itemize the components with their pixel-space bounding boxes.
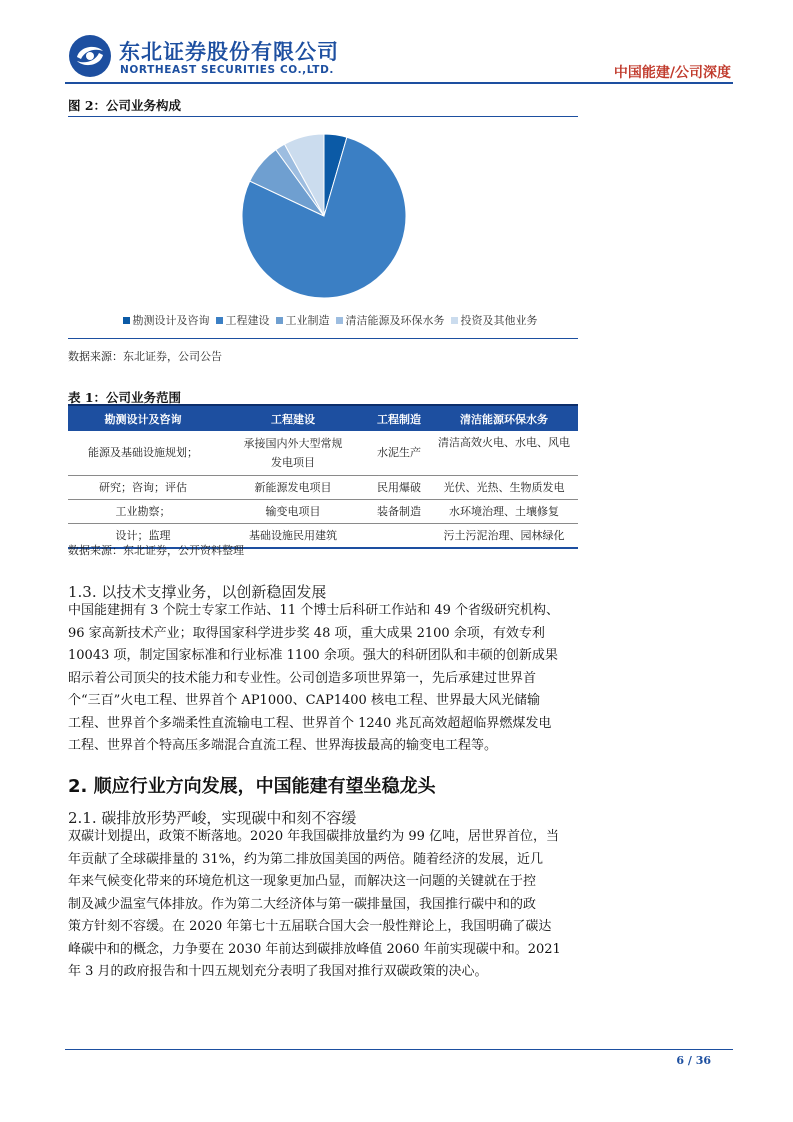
table-source: 数据来源：东北证券，公开资料整理 <box>68 544 244 557</box>
section-2-1-paragraph <box>68 826 574 984</box>
paragraph-line: 年 3 月的政府报告和十四五规划充分表明了我国对推行双碳政策的决心。 <box>68 964 488 979</box>
paragraph-line: 制及减少温室气体排放。作为第二大经济体与第一碳排量国，我国推行碳中和的政 <box>68 896 537 912</box>
section-2-heading: 2. 顺应行业方向发展，中国能建有望坐稳龙头 <box>68 776 436 797</box>
legend-item <box>276 312 330 328</box>
legend-item <box>216 312 270 328</box>
company-name-en: NORTHEAST SECURITIES CO.,LTD. <box>120 64 334 76</box>
company-logo-icon <box>68 34 112 78</box>
table-cell: 水泥生产 <box>368 431 430 475</box>
section-1-3-heading: 1.3. 以技术支撑业务，以创新稳固发展 <box>68 583 327 601</box>
legend-swatch-icon <box>336 317 343 324</box>
legend-label: 工业制造 <box>285 314 330 327</box>
table-title: 表 1：公司业务范围 <box>68 390 182 405</box>
figure-top-rule <box>68 116 578 117</box>
table-cell <box>368 523 430 548</box>
table-cell: 基础设施民用建筑 <box>218 523 368 548</box>
paragraph-line: 个“三百”火电工程、世界首个 AP1000、CAP1400 核电工程、世界最大风光储输 <box>68 693 540 708</box>
company-name-cn: 东北证券股份有限公司 <box>119 40 339 64</box>
table-cell: 承接国内外大型常规发电项目 <box>218 431 368 475</box>
table-header-cell: 清洁能源环保水务 <box>430 405 578 431</box>
table-cell: 清洁高效火电、水电、风电 <box>430 431 578 475</box>
table-row <box>68 431 578 475</box>
figure-title: 图 2：公司业务构成 <box>68 98 182 113</box>
paragraph-line: 10043 项，制定国家标准和行业标准 1100 余项。强大的科研团队和丰硕的创新成果 <box>68 648 558 663</box>
legend-swatch-icon <box>216 317 223 324</box>
page-header <box>65 30 733 82</box>
table-header-row <box>68 405 578 431</box>
legend-swatch-icon <box>451 317 458 324</box>
table-header-cell: 勘测设计及咨询 <box>68 405 218 431</box>
paragraph-line: 双碳计划提出，政策不断落地。2020 年我国碳排放量约为 99 亿吨，居世界首位，当 <box>68 829 560 844</box>
section-1-3-paragraph <box>68 600 574 758</box>
paragraph-line: 年来气候变化带来的环境危机这一现象更加凸显，而解决这一问题的关键就在于控 <box>68 874 537 889</box>
table-cell: 新能源发电项目 <box>218 475 368 499</box>
table-cell: 输变电项目 <box>218 499 368 523</box>
business-scope-table <box>68 404 578 549</box>
paragraph-line: 工程、世界首个多端柔性直流输电工程、世界首个 1240 兆瓦高效超超临界燃煤发电 <box>68 715 552 731</box>
table-cell: 光伏、光热、生物质发电 <box>430 475 578 499</box>
legend-swatch-icon <box>276 317 283 324</box>
figure-source: 数据来源：东北证券，公司公告 <box>68 350 222 363</box>
footer-divider <box>65 1049 733 1050</box>
table-header-cell: 工程建设 <box>218 405 368 431</box>
paragraph-line: 工程、世界首个特高压多端混合直流工程、世界海拔最高的输变电工程等。 <box>68 738 498 753</box>
legend-label: 清洁能源及环保水务 <box>345 314 445 327</box>
table-cell: 污土污泥治理、园林绿化 <box>430 523 578 548</box>
legend-label: 投资及其他业务 <box>460 314 538 327</box>
page-number: 6 / 36 <box>676 1054 711 1067</box>
table-cell: 研究；咨询；评估 <box>68 475 218 499</box>
table-row <box>68 499 578 523</box>
paragraph-line: 昭示着公司顶尖的技术能力和专业性。公司创造多项世界第一，先后承建过世界首 <box>68 670 537 686</box>
legend-item <box>451 312 538 328</box>
legend-label: 工程建设 <box>225 314 270 327</box>
business-composition-pie-chart <box>240 132 408 300</box>
figure-bottom-rule <box>68 338 578 339</box>
table-header-cell: 工程制造 <box>368 405 430 431</box>
legend-item <box>123 312 210 328</box>
table-cell: 民用爆破 <box>368 475 430 499</box>
paragraph-line: 中国能建拥有 3 个院士专家工作站、11 个博士后科研工作站和 49 个省级研究机构、 <box>68 603 560 618</box>
paragraph-line: 峰碳中和的概念，力争要在 2030 年前达到碳排放峰值 2060 年前实现碳中和。2021 <box>68 941 561 957</box>
pie-legend <box>100 312 560 328</box>
table-cell: 工业勘察； <box>68 499 218 523</box>
paragraph-line: 96 家高新技术产业；取得国家科学进步奖 48 项，重大成果 2100 余项，有效专利 <box>68 625 545 641</box>
table-cell: 装备制造 <box>368 499 430 523</box>
paragraph-line: 策方针刻不容缓。在 2020 年第七十五届联合国大会一般性辩论上，我国明确了碳达 <box>68 919 552 934</box>
table-cell: 能源及基础设施规划； <box>68 431 218 475</box>
legend-swatch-icon <box>123 317 130 324</box>
table-row <box>68 475 578 499</box>
report-tag: 中国能建/公司深度 <box>613 65 731 81</box>
legend-item <box>336 312 445 328</box>
legend-label: 勘测设计及咨询 <box>132 314 210 327</box>
section-2-1-heading: 2.1. 碳排放形势严峻，实现碳中和刻不容缓 <box>68 809 357 827</box>
table-cell: 水环境治理、土壤修复 <box>430 499 578 523</box>
header-divider <box>65 82 733 84</box>
table-cell: 设计；监理 <box>68 523 218 548</box>
paragraph-line: 年贡献了全球碳排量的 31%，约为第二排放国美国的两倍。随着经济的发展，近几 <box>68 851 544 867</box>
